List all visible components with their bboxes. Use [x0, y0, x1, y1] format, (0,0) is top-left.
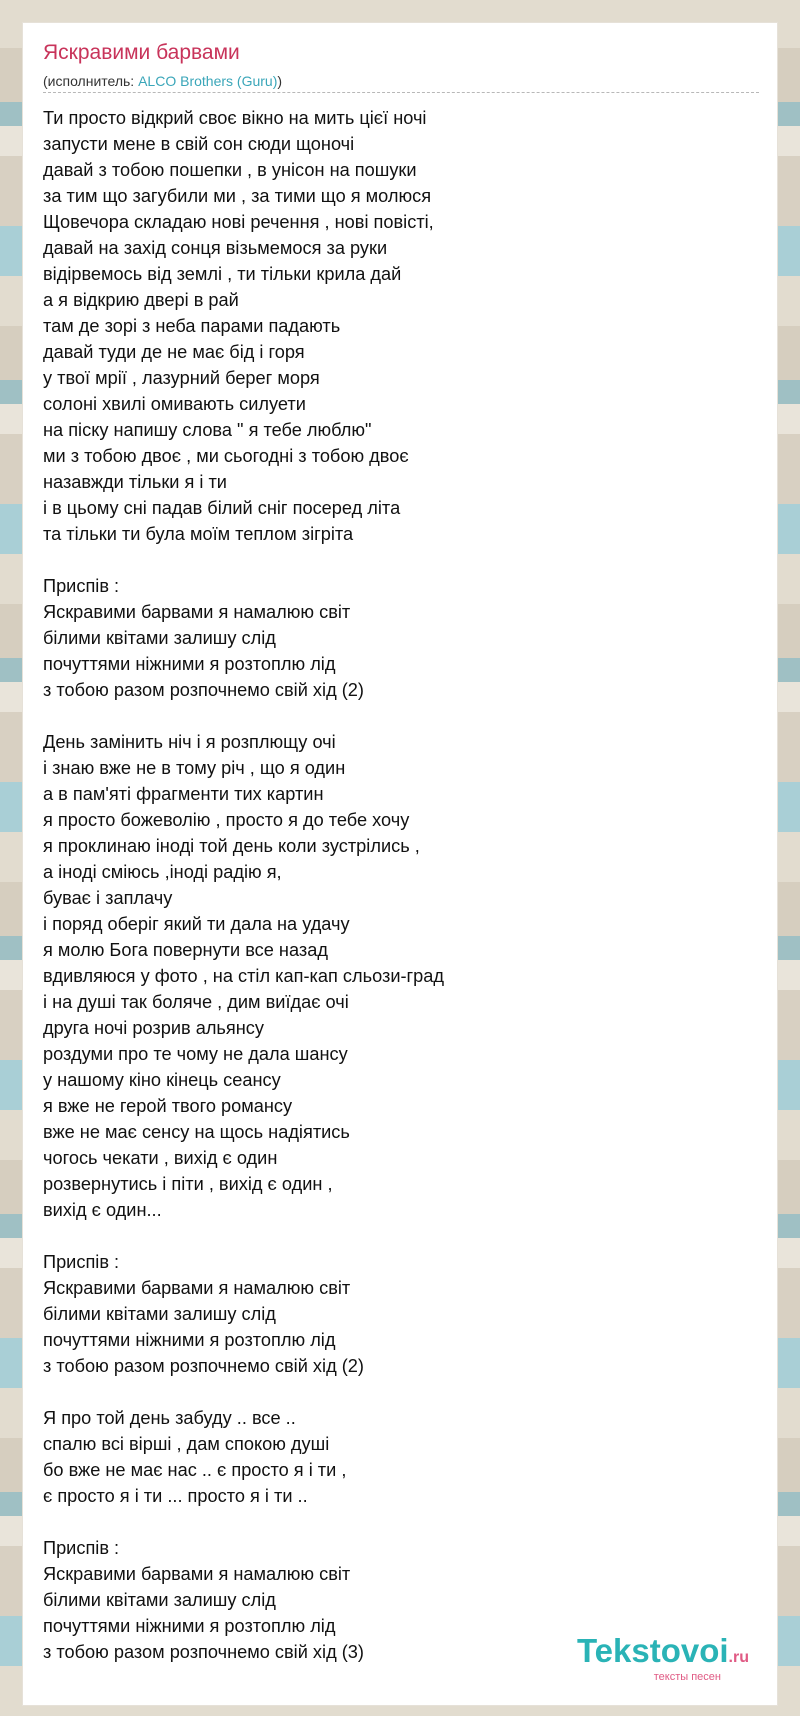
- lyric-line: солоні хвилі омивають силуети: [43, 394, 306, 414]
- lyric-line: роздуми про те чому не дала шансу: [43, 1044, 348, 1064]
- lyric-line: запусти мене в свій сон сюди щоночі: [43, 134, 355, 154]
- lyric-line: Приспів :: [43, 576, 120, 596]
- lyric-line: почуттями ніжними я розтоплю лід: [43, 1330, 336, 1350]
- lyric-line: Ти просто відкрий своє вікно на мить цієї ночі: [43, 108, 427, 128]
- lyric-line: [43, 547, 743, 573]
- lyric-line: розвернутись і піти , вихід є один ,: [43, 1174, 333, 1194]
- lyric-line: друга ночі розрив альянсу: [43, 1018, 264, 1038]
- lyrics-text: [43, 105, 743, 1665]
- lyric-line: та тільки ти була моїм теплом зігріта: [43, 524, 354, 544]
- lyric-line: у нашому кіно кінець сеансу: [43, 1070, 281, 1090]
- lyrics-card: [22, 22, 778, 1706]
- lyric-line: з тобою разом розпочнемо свій хід (3): [43, 1642, 364, 1662]
- lyric-line: я молю Бога повернути все назад: [43, 940, 328, 960]
- lyric-line: білими квітами залишу слід: [43, 1590, 276, 1610]
- lyric-line: у твої мрії , лазурний берег моря: [43, 368, 320, 388]
- site-logo[interactable]: [577, 1634, 749, 1683]
- lyric-line: і на душі так боляче , дим виїдає очі: [43, 992, 349, 1012]
- lyric-line: а в пам'яті фрагменти тих картин: [43, 784, 324, 804]
- lyric-line: Яскравими барвами я намалюю світ: [43, 1564, 351, 1584]
- lyric-line: є просто я і ти ... просто я і ти ..: [43, 1486, 308, 1506]
- logo-name: Tekstovoi: [576, 1632, 729, 1669]
- lyric-line: почуттями ніжними я розтоплю лід: [43, 1616, 336, 1636]
- lyric-line: а я відкрию двері в рай: [43, 290, 239, 310]
- lyric-line: [43, 1379, 743, 1405]
- lyric-line: і в цьому сні падав білий сніг посеред літа: [43, 498, 401, 518]
- lyric-line: вже не має сенсу на щось надіятись: [43, 1122, 350, 1142]
- lyric-line: Приспів :: [43, 1538, 120, 1558]
- lyric-line: давай з тобою пошепки , в унісон на пошуки: [43, 160, 417, 180]
- lyric-line: я просто божеволію , просто я до тебе хочу: [43, 810, 410, 830]
- lyric-line: з тобою разом розпочнемо свій хід (2): [43, 1356, 364, 1376]
- lyric-line: там де зорі з неба парами падають: [43, 316, 341, 336]
- lyric-line: давай туди де не має бід і горя: [43, 342, 305, 362]
- lyric-line: і знаю вже не в тому річ , що я один: [43, 758, 346, 778]
- lyric-line: почуттями ніжними я розтоплю лід: [43, 654, 336, 674]
- lyric-line: День замінить ніч і я розплющу очі: [43, 732, 336, 752]
- lyric-line: з тобою разом розпочнемо свій хід (2): [43, 680, 364, 700]
- lyric-line: а іноді сміюсь ,іноді радію я,: [43, 862, 282, 882]
- lyric-line: Я про той день забуду .. все ..: [43, 1408, 296, 1428]
- lyric-line: я вже не герой твого романсу: [43, 1096, 293, 1116]
- lyric-line: [43, 1223, 743, 1249]
- lyric-line: [43, 703, 743, 729]
- artist-link[interactable]: ALCO Brothers (Guru): [138, 73, 278, 89]
- artist-line: [43, 73, 759, 93]
- lyric-line: буває і заплачу: [43, 888, 173, 908]
- lyric-line: Яскравими барвами я намалюю світ: [43, 602, 351, 622]
- lyric-line: і поряд оберіг який ти дала на удачу: [43, 914, 350, 934]
- logo-tagline: тексты песен: [653, 1671, 721, 1683]
- lyric-line: бо вже не має нас .. є просто я і ти ,: [43, 1460, 347, 1480]
- logo-tld: .ru: [728, 1649, 749, 1666]
- lyric-line: Щовечора складаю нові речення , нові повісті,: [43, 212, 434, 232]
- lyric-line: я проклинаю іноді той день коли зустрілись ,: [43, 836, 420, 856]
- lyric-line: вдивляюся у фото , на стіл кап-кап сльози-град: [43, 966, 445, 986]
- song-title: Яскравими барвами: [43, 41, 240, 64]
- artist-prefix: (исполнитель:: [43, 73, 139, 89]
- lyric-line: Приспів :: [43, 1252, 120, 1272]
- lyric-line: білими квітами залишу слід: [43, 1304, 276, 1324]
- lyric-line: спалю всі вірші , дам спокою душі: [43, 1434, 330, 1454]
- lyric-line: давай на захід сонця візьмемося за руки: [43, 238, 388, 258]
- lyric-line: білими квітами залишу слід: [43, 628, 276, 648]
- lyric-line: на піску напишу слова " я тебе люблю": [43, 420, 372, 440]
- lyric-line: вихід є один...: [43, 1200, 162, 1220]
- lyric-line: чогось чекати , вихід є один: [43, 1148, 278, 1168]
- lyric-line: відірвемось від землі , ти тільки крила дай: [43, 264, 402, 284]
- lyric-line: [43, 1509, 743, 1535]
- lyric-line: ми з тобою двоє , ми сьогодні з тобою двоє: [43, 446, 409, 466]
- lyric-line: назавжди тільки я і ти: [43, 472, 227, 492]
- lyric-line: за тим що загубили ми , за тими що я молюся: [43, 186, 432, 206]
- artist-suffix: ): [277, 73, 283, 89]
- lyric-line: Яскравими барвами я намалюю світ: [43, 1278, 351, 1298]
